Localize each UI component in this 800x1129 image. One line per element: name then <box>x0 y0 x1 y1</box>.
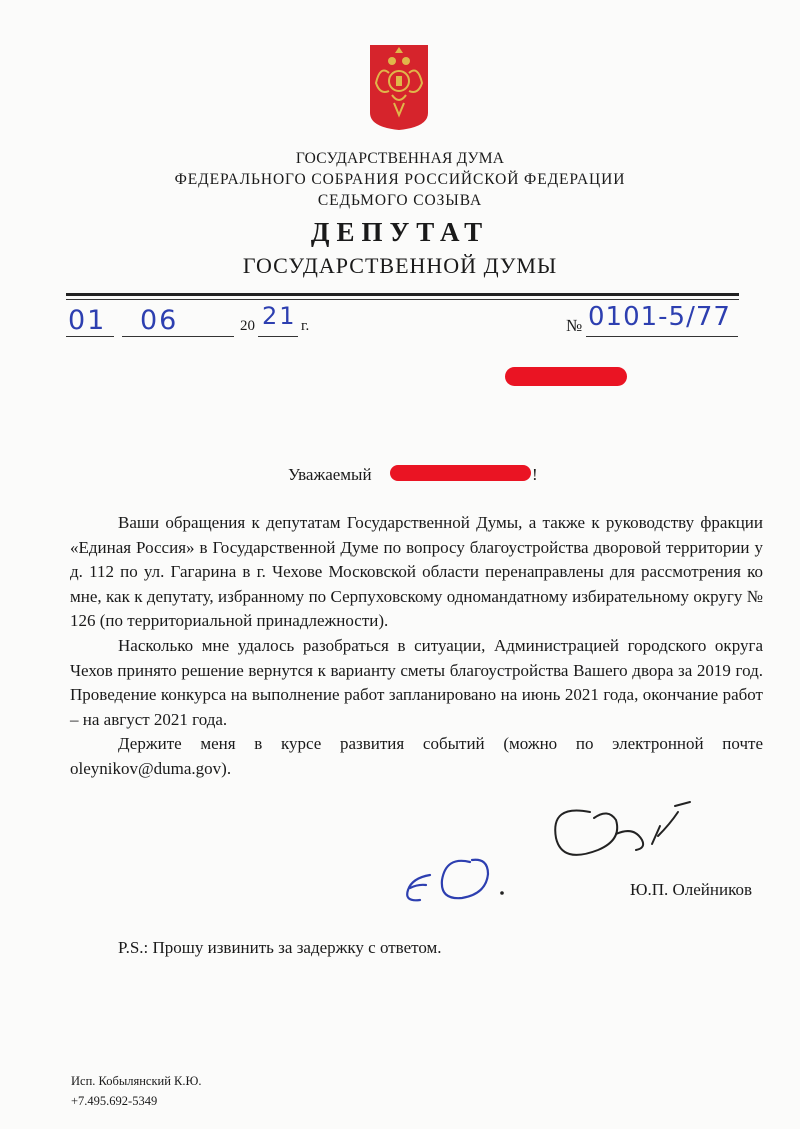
coat-of-arms-emblem <box>368 43 430 131</box>
number-sign: № <box>566 316 583 335</box>
date-month-underline <box>122 336 234 337</box>
org-name-line-2: ФЕДЕРАЛЬНОГО СОБРАНИЯ РОССИЙСКОЙ ФЕДЕРАЦИИ <box>174 171 626 188</box>
postscript: P.S.: Прошу извинить за задержку с ответом. <box>118 938 442 957</box>
redacted-addressee <box>505 367 627 386</box>
document-number: 0101-5/77 <box>588 302 731 332</box>
date-year-mark: г. <box>301 318 310 334</box>
header-rule-thin <box>66 299 739 300</box>
date-year-prefix: 20 <box>240 318 255 334</box>
paragraph-3: Держите меня в курсе развития событий (можно по электронной почте oleynikov@duma.gov). <box>70 734 763 778</box>
letter-body <box>70 511 763 782</box>
header-rule-thick <box>66 293 739 296</box>
executor-phone: +7.495.692-5349 <box>71 1094 158 1108</box>
salutation: Уважаемый <box>288 465 372 484</box>
signatory-name: Ю.П. Олейников <box>630 880 753 899</box>
paragraph-2: Насколько мне удалось разобраться в ситуации, Администрацией городского округа Чехов принято решение вернутся к варианту сметы благоустройства Вашего двора за 2019 год. Проведение конкурса на выполнение работ запланировано на июнь 2021 года, окончание работ – на август 2021 года. <box>70 635 763 729</box>
date-day-underline <box>66 336 114 337</box>
org-name-line-3: СЕДЬМОГО СОЗЫВА <box>317 192 483 209</box>
salutation-end: ! <box>532 465 538 484</box>
org-name-line-1: ГОСУДАРСТВЕННАЯ ДУМА <box>295 150 505 167</box>
document-title: ДЕПУТАТ <box>310 217 490 247</box>
paragraph-1: Ваши обращения к депутатам Государственной Думы, а также к руководству фракции «Единая Россия» в Государственной Думе по вопросу благоустройства дворовой территории у д. 112 по ул. Гагарина в г. Чехове Московской области перенаправлены для рассмотрения ко мне, как к депутату, избранному по Серпуховскому одномандатному избирательному округу № 126 (по территориальной принадлежности). <box>70 513 763 631</box>
date-year-suffix: 21 <box>262 302 297 330</box>
number-underline <box>586 336 738 337</box>
document-subtitle: ГОСУДАРСТВЕННОЙ ДУМЫ <box>242 253 558 278</box>
date-year-underline <box>258 336 298 337</box>
redacted-name <box>390 465 531 481</box>
date-month: 06 <box>140 305 179 336</box>
executor-name: Исп. Кобылянский К.Ю. <box>71 1074 202 1088</box>
date-day: 01 <box>68 305 107 336</box>
